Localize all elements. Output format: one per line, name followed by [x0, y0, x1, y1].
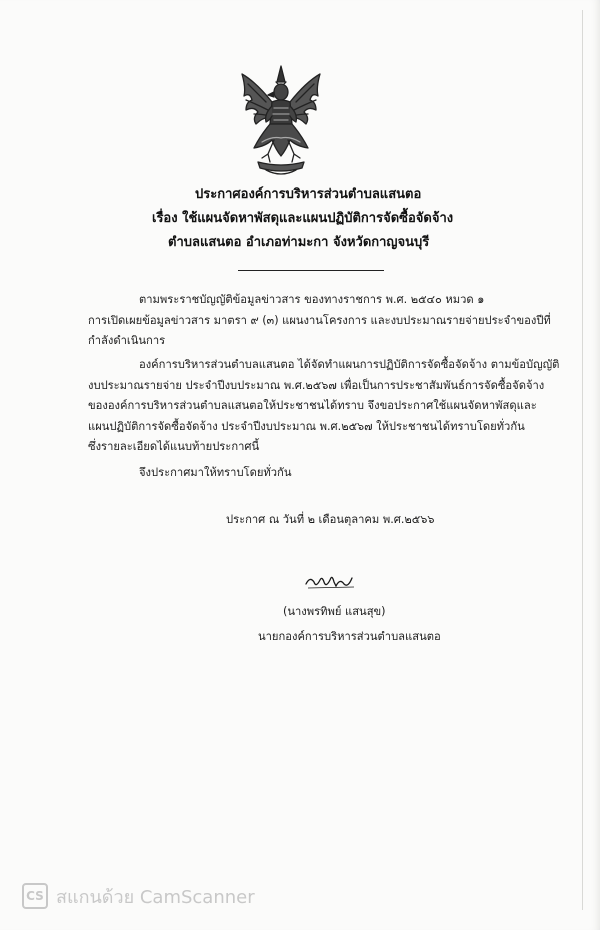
announcement-subject: เรื่อง ใช้แผนจัดหาพัสดุและแผนปฏิบัติการจัดซื้อจัดจ้าง: [152, 211, 454, 226]
announcement-location: ตำบลแสนตอ อำเภอท่ามะกา จังหวัดกาญจนบุรี: [168, 235, 430, 250]
paragraph-line: แผนปฏิบัติการจัดซื้อจัดจ้าง ประจำปีงบประมาณ พ.ศ.๒๕๖๗ ให้ประชาชนได้ทราบโดยทั่วกัน: [88, 419, 525, 433]
garuda-emblem-icon: [236, 62, 326, 180]
handwritten-signature: [300, 570, 360, 592]
paragraph-1: [88, 290, 551, 352]
paragraph-line: ซึ่งรายละเอียดได้แนบท้ายประกาศนี้: [88, 440, 260, 453]
paragraph-line: องค์การบริหารส่วนตำบลแสนตอ ได้จัดทำแผนการปฏิบัติการจัดซื้อจัดจ้าง ตามข้อบัญญัติ: [139, 358, 560, 371]
scan-edge-line: [582, 10, 583, 910]
camscanner-logo-icon: CS: [22, 883, 48, 909]
signer-title: นายกองค์การบริหารส่วนตำบลแสนตอ: [258, 630, 441, 643]
paragraph-line: กำลังดำเนินการ: [88, 334, 166, 347]
paragraph-3: [88, 463, 528, 484]
signer-name: (นางพรทิพย์ แสนสุข): [283, 605, 386, 618]
paragraph-line: การเปิดเผยข้อมูลข่าวสาร มาตรา ๙ (๓) แผนงานโครงการ และงบประมาณรายจ่ายประจำของปีที่: [88, 313, 551, 327]
paragraph-line: ขององค์การบริหารส่วนตำบลแสนตอให้ประชาชนได้ทราบ จึงขอประกาศใช้แผนจัดหาพัสดุและ: [88, 399, 537, 412]
camscanner-watermark: [22, 882, 255, 910]
header-divider: [238, 270, 384, 271]
paragraph-2: [88, 355, 560, 458]
paragraph-line: ตามพระราชบัญญัติข้อมูลข่าวสาร ของทางราชการ พ.ศ. ๒๕๔๐ หมวด ๑: [139, 293, 485, 306]
announcement-title: ประกาศองค์การบริหารส่วนตำบลแสนตอ: [195, 187, 422, 202]
watermark-text: สแกนด้วย CamScanner: [56, 886, 255, 908]
announcement-date: ประกาศ ณ วันที่ ๒ เดือนตุลาคม พ.ศ.๒๕๖๖: [226, 513, 435, 526]
paragraph-line: งบประมาณรายจ่าย ประจำปีงบประมาณ พ.ศ.๒๕๖๗ เพื่อเป็นการประชาสัมพันธ์การจัดซื้อจัดจ้าง: [88, 378, 545, 392]
paragraph-line: จึงประกาศมาให้ทราบโดยทั่วกัน: [139, 466, 292, 479]
